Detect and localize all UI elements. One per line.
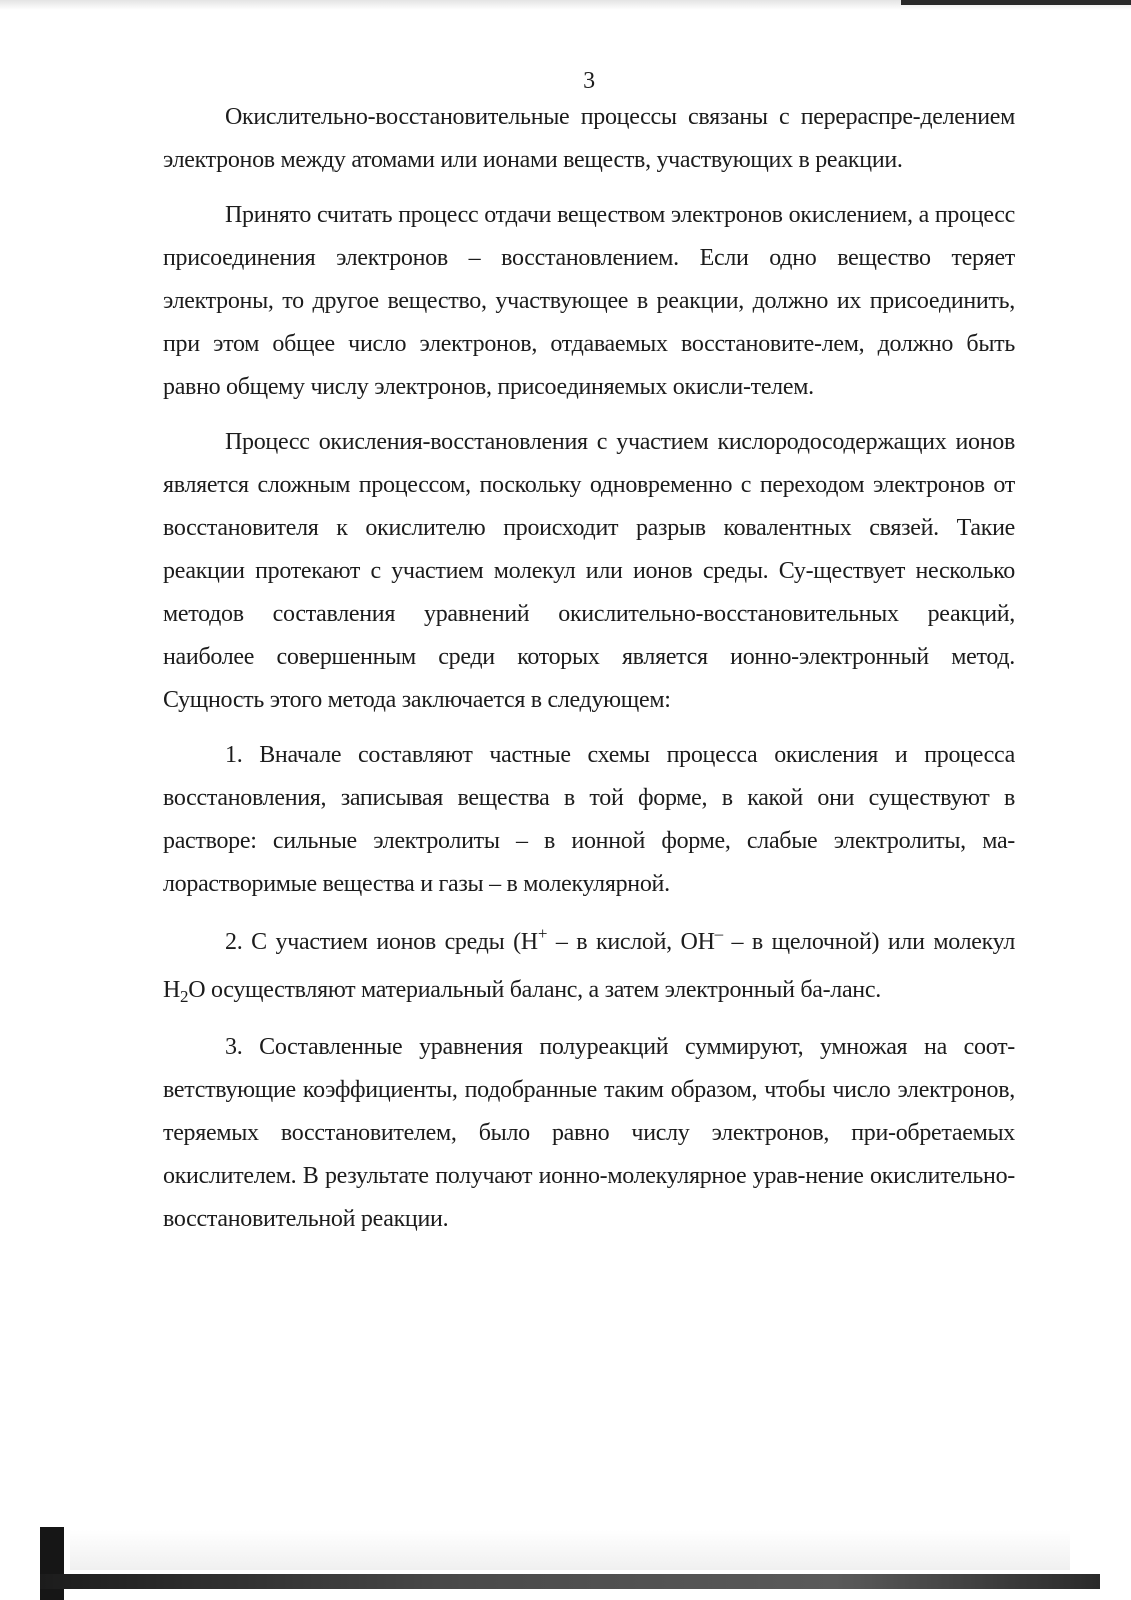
list-item-2 — [163, 918, 1015, 1014]
paragraph-method: Процесс окисления-восстановления с участием кислородосодержащих ионов является сложным процессом, поскольку одновременно с переходом электронов от восстановителя к окислителю происходит разрыв ковалентных связей. Такие реакции протекают с участием молекул или ионов среды. Су-ществует несколько методов составления уравнений окислительно-восстановительных реакций, наиболее совершенным среди которых является ионно-электронный метод. Сущность этого метода заключается в следующем: — [163, 429, 1015, 713]
scan-bottom-edge — [40, 1574, 1100, 1589]
hydrogen-ion-charge: + — [537, 924, 548, 943]
list-item-2-text: – в кислой, ОН — [547, 929, 715, 955]
paragraph-intro: Окислительно-восстановительные процессы связаны с перераспре-делением электронов между атомами или ионами веществ, участвующих в реакции. — [163, 104, 1015, 173]
scan-bottom-shadow — [70, 1530, 1070, 1570]
list-item-1: 1. Вначале составляют частные схемы процесса окисления и процесса восстановления, записывая вещества в той форме, в какой они существуют в растворе: сильные электролиты – в ионной форме, слабые электролиты, ма-лорастворимые вещества и газы – в молекулярной. — [163, 742, 1015, 897]
list-item-2-text: – в щелочной) или молекул Н — [163, 929, 1015, 1003]
hydroxide-ion-charge: – — [714, 924, 723, 943]
list-item-2-text: 2. С участием ионов среды (Н — [225, 929, 538, 955]
scan-corner-bracket — [40, 1527, 64, 1600]
document-page — [163, 66, 1015, 1253]
paragraph-definitions: Принято считать процесс отдачи веществом электронов окислением, а процесс присоединения электронов – восстановлением. Если одно вещество теряет электроны, то другое вещество, участвующее в реакции, должно их присоединить, при этом общее число электронов, отдаваемых восстановите-лем, должно быть равно общему числу электронов, присоединяемых окисли-телем. — [163, 202, 1015, 400]
scan-top-edge-mark — [901, 0, 1131, 5]
list-item-3: 3. Составленные уравнения полуреакций суммируют, умножая на соот-ветствующие коэффициенты, подобранные таким образом, чтобы число электронов, теряемых восстановителем, было равно числу электронов, при-обретаемых окислителем. В результате получают ионно-молекулярное урав-нение окислительно-восстановительной реакции. — [163, 1034, 1015, 1232]
list-item-2-text: О осуществляют материальный баланс, а затем электронный ба-ланс. — [188, 977, 881, 1003]
page-number: 3 — [583, 68, 595, 94]
water-subscript: 2 — [180, 987, 189, 1006]
